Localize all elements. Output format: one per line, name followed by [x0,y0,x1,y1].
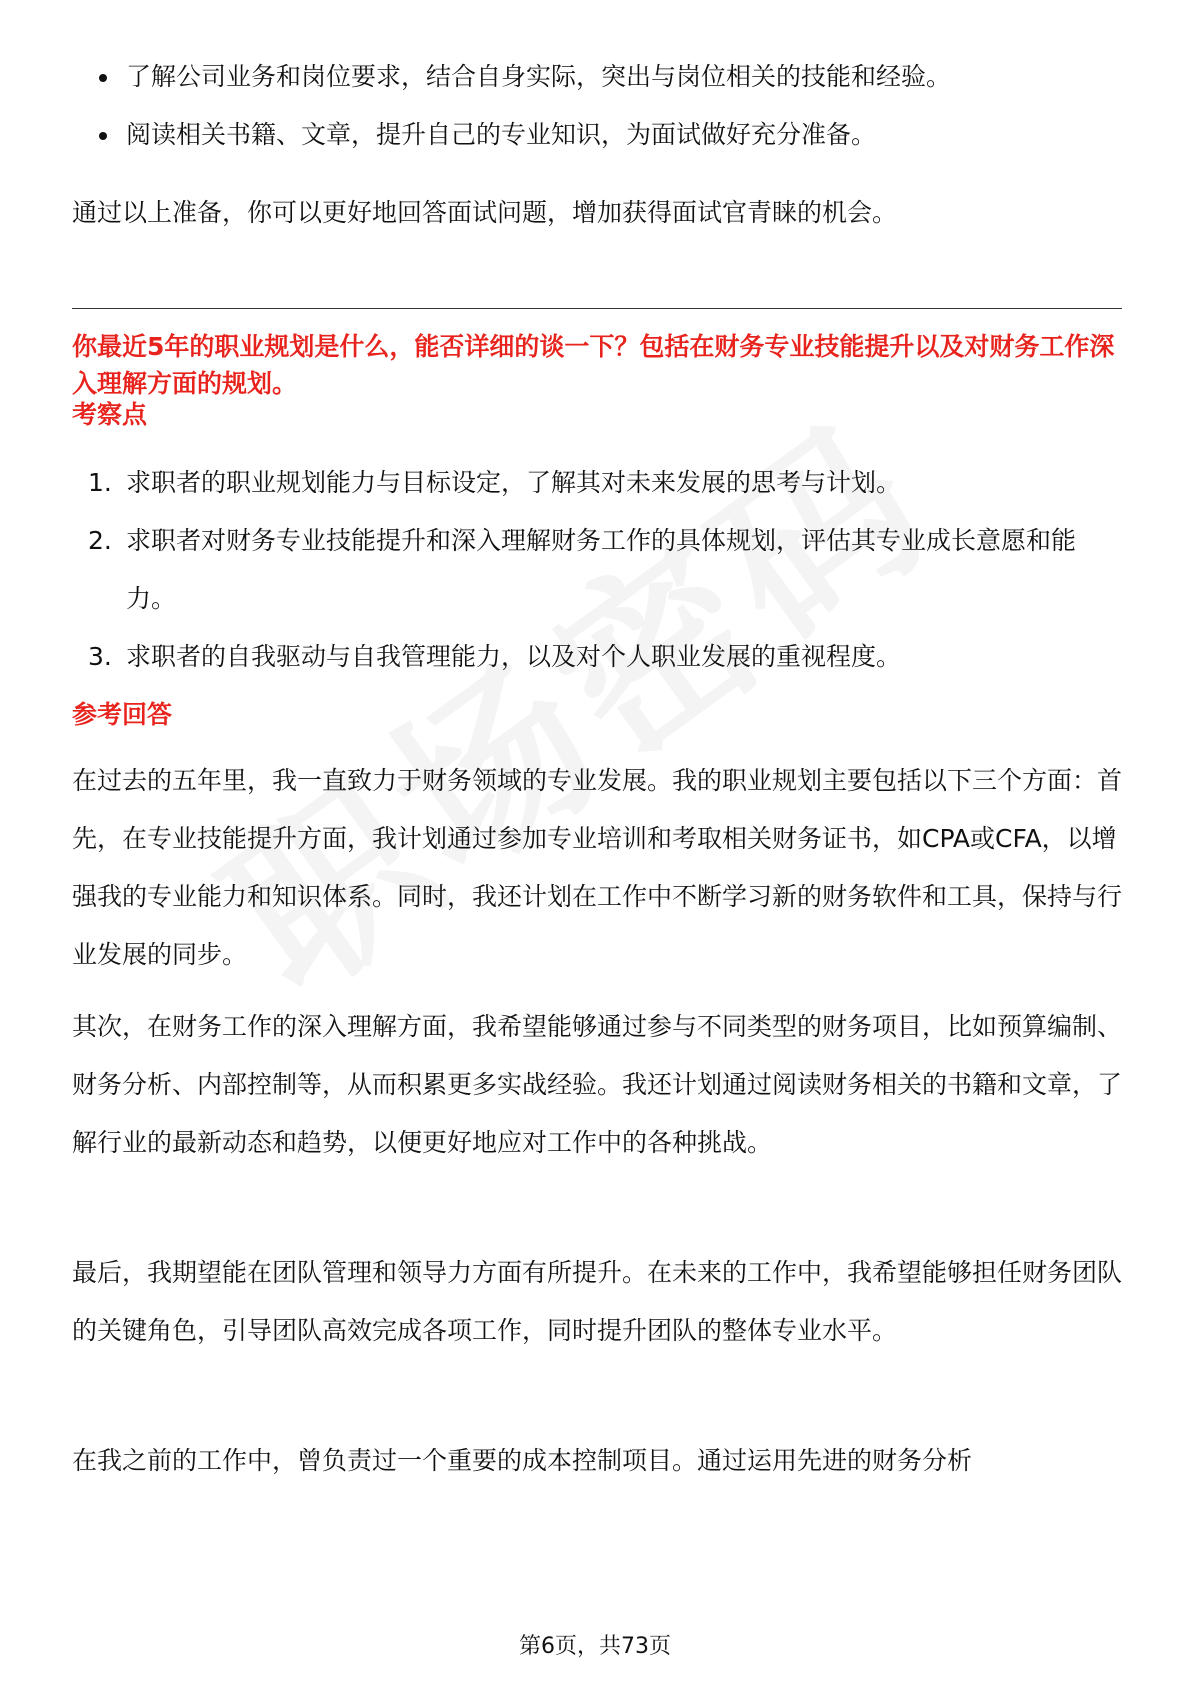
intro-conclusion: 通过以上准备，你可以更好地回答面试问题，增加获得面试官青睐的机会。 [72,198,898,227]
answer-paragraph: 其次，在财务工作的深入理解方面，我希望能够通过参与不同类型的财务项目，比如预算编制、财务分析、内部控制等，从而积累更多实战经验。我还计划通过阅读财务相关的书籍和文章，了解行业的最新动态和趋势，以便更好地应对工作中的各种挑战。 [72,1012,1123,1157]
focus-number: 2. [88,526,112,555]
question-heading: 你最近5年的职业规划是什么，能否详细的谈一下？包括在财务专业技能提升以及对财务工作深入理解方面的规划。 [72,332,1115,398]
focus-list [72,454,1122,686]
answer-paragraph: 在过去的五年里，我一直致力于财务领域的专业发展。我的职业规划主要包括以下三个方面：首先，在专业技能提升方面，我计划通过参加专业培训和考取相关财务证书，如CPA或CFA，以增强我的专业能力和知识体系。同时，我还计划在工作中不断学习新的财务软件和工具，保持与行业发展的同步。 [72,766,1123,969]
bullet-item: 阅读相关书籍、文章，提升自己的专业知识，为面试做好充分准备。 [72,116,1122,154]
focus-text: 求职者的自我驱动与自我管理能力，以及对个人职业发展的重视程度。 [126,642,902,671]
focus-number: 3. [88,642,112,671]
answer-paragraph: 在我之前的工作中，曾负责过一个重要的成本控制项目。通过运用先进的财务分析 [72,1446,973,1475]
focus-text: 求职者的职业规划能力与目标设定，了解其对未来发展的思考与计划。 [126,468,902,497]
focus-heading: 考察点 [72,400,148,429]
section-divider [72,308,1122,309]
answer-heading: 参考回答 [72,700,173,729]
focus-item [72,512,1122,628]
focus-item [72,454,1122,512]
answer-paragraph: 最后，我期望能在团队管理和领导力方面有所提升。在未来的工作中，我希望能够担任财务团队的关键角色，引导团队高效完成各项工作，同时提升团队的整体专业水平。 [72,1258,1123,1345]
focus-text: 求职者对财务专业技能提升和深入理解财务工作的具体规划，评估其专业成长意愿和能力。 [126,526,1077,613]
page-footer: 第6页，共73页 [519,1634,671,1659]
bullet-list [72,58,1122,174]
bullet-item: 了解公司业务和岗位要求，结合自身实际，突出与岗位相关的技能和经验。 [72,58,1122,96]
focus-number: 1. [88,468,112,497]
focus-item [72,628,1122,686]
